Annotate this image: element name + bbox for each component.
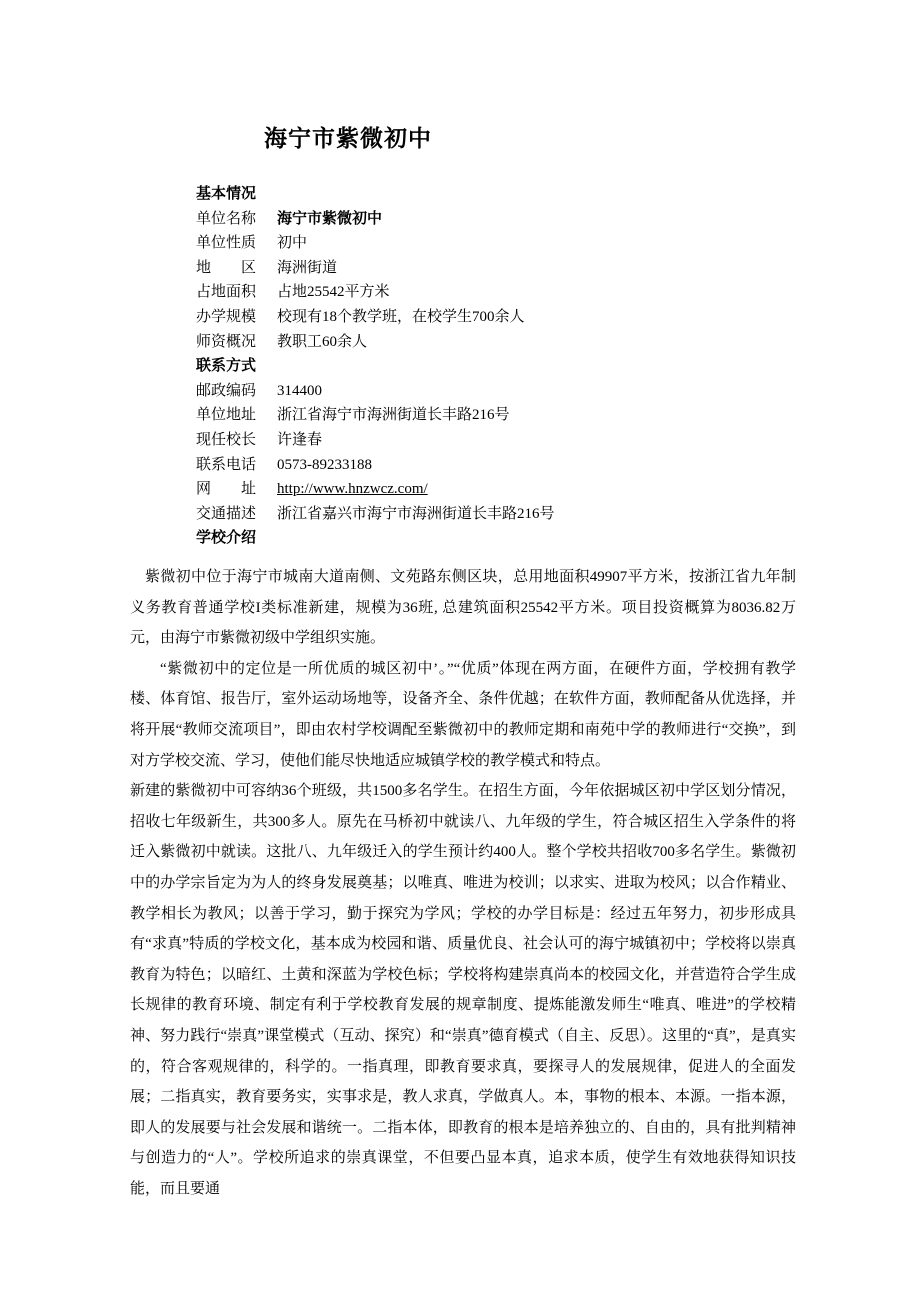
info-row	[196, 330, 555, 355]
info-label: 网 址	[196, 481, 257, 498]
info-label: 交通描述	[196, 505, 257, 522]
info-table	[196, 182, 555, 551]
info-row	[196, 256, 555, 281]
section-header: 基本情况	[196, 186, 257, 202]
info-label: 办学规模	[196, 308, 257, 325]
info-value: 浙江省海宁市海洲街道长丰路216号	[277, 407, 510, 424]
info-value: 浙江省嘉兴市海宁市海洲街道长丰路216号	[277, 505, 555, 522]
document-title: 海宁市紫微初中	[264, 126, 432, 151]
info-label: 现任校长	[196, 431, 257, 448]
info-row	[196, 428, 555, 453]
info-value: 初中	[277, 235, 308, 252]
info-section-row	[196, 182, 555, 207]
info-label: 占地面积	[196, 284, 257, 301]
info-section-row	[196, 526, 555, 551]
section-header: 学校介绍	[196, 530, 257, 547]
info-label: 单位性质	[196, 235, 257, 252]
info-label: 邮政编码	[196, 382, 257, 399]
info-label: 地 区	[196, 259, 257, 276]
info-value: 海洲街道	[277, 259, 338, 276]
info-row	[196, 207, 555, 232]
info-value: 占地25542平方米	[277, 284, 390, 301]
info-value: 教职工60余人	[277, 333, 368, 350]
info-row	[196, 453, 555, 478]
intro-paragraph: 新建的紫微初中可容纳36个班级，共1500多名学生。在招生方面，今年依据城区初中学区划分情况，招收七年级新生，共300多人。原先在马桥初中就读八、九年级的学生，符合城区招生入学条件的将迁入紫微初中就读。这批八、九年级迁入的学生预计约400人。整个学校共招收700多名学生。紫微初中的办学宗旨定为为人的终身发展奠基；以唯真、唯进为校训；以求实、进取为校风；以合作精业、教学相长为教风；以善于学习，勤于探究为学风；学校的办学目标是：经过五年努力，初步形成具有“求真”特质的学校文化，基本成为校园和谐、质量优良、社会认可的海宁城镇初中；学校将以崇真教育为特色；以暗红、土黄和深蓝为学校色标；学校将构建崇真尚本的校园文化，并营造符合学生成长规律的教育环境、制定有利于学校教育发展的规章制度、提炼能激发师生“唯真、唯进”的学校精神、努力践行“崇真”课堂模式（互动、探究）和“崇真”德育模式（自主、反思）。这里的“真”，是真实的，符合客观规律的，科学的。一指真理，即教育要求真，要探寻人的发展规律，促进人的全面发展；二指真实，教育要务实，实事求是，教人求真，学做真人。本，事物的根本、本源。一指本源，即人的发展要与社会发展和谐统一。二指本体，即教育的根本是培养独立的、自由的，具有批判精神与创造力的“人”。学校所追求的崇真课堂，不但要凸显本真，追求本质，使学生有效地获得知识技能，而且要通	[130, 783, 796, 1197]
intro-paragraph: “紫微初中的定位是一所优质的城区初中’。”“优质”体现在两方面，在硬件方面，学校拥有教学楼、体育馆、报告厅，室外运动场地等，设备齐全、条件优越；在软件方面，教师配备从优选择，并将开展“教师交流项目”，即由农村学校调配至紫微初中的教师定期和南苑中学的教师进行“交换”，到对方学校交流、学习，使他们能尽快地适应城镇学校的教学模式和特点。	[130, 660, 796, 769]
info-row	[196, 502, 555, 527]
info-label: 联系电话	[196, 456, 257, 473]
info-row	[196, 379, 555, 404]
info-row	[196, 403, 555, 428]
info-value: 314400	[277, 382, 322, 399]
info-label: 单位名称	[196, 210, 257, 227]
intro-paragraph: 紫微初中位于海宁市城南大道南侧、文苑路东侧区块，总用地面积49907平方米，按浙江省九年制义务教育普通学校I类标准新建，规模为36班, 总建筑面积25542平方米。项目投资概算为8036.82万元，由海宁市紫微初级中学组织实施。	[130, 569, 796, 647]
info-value: 校现有18个教学班，在校学生700余人	[277, 308, 525, 325]
info-value: 海宁市紫微初中	[277, 210, 383, 227]
website-url-link[interactable]: http://www.hnzwcz.com/	[277, 481, 428, 498]
info-section-row	[196, 354, 555, 379]
info-label: 单位地址	[196, 407, 257, 424]
info-label: 师资概况	[196, 333, 257, 350]
info-row	[196, 231, 555, 256]
section-header: 联系方式	[196, 358, 257, 375]
school-intro-section	[130, 562, 796, 1204]
info-value: 0573-89233188	[277, 456, 372, 473]
info-row	[196, 477, 555, 502]
info-row	[196, 305, 555, 330]
info-row	[196, 280, 555, 305]
info-value: 许逢春	[277, 431, 323, 448]
